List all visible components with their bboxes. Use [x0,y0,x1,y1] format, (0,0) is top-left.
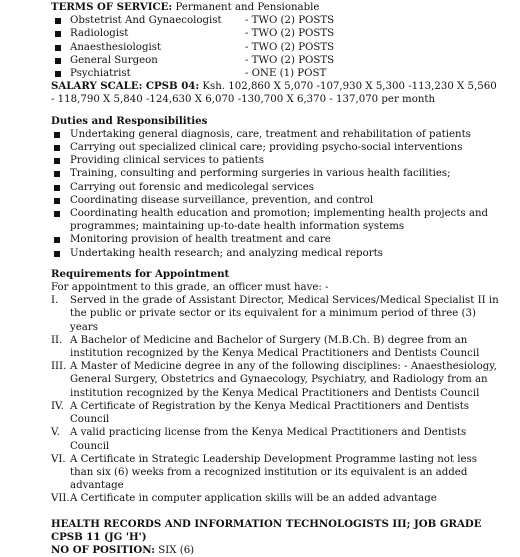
item-number: VI. [51,453,66,465]
item-number: IV. [51,400,64,412]
list-item [51,128,500,141]
item-number: V. [51,427,60,439]
post-count: - TWO (2) POSTS [245,28,335,40]
duty-text: Coordinating health education and promotion; implementing health projects and programmes; maintaining up-to-date health information systems [70,208,489,233]
bullet-square-icon [54,171,60,177]
post-role: Anaesthesiologist [70,41,162,53]
requirement-text: A Master of Medicine degree in any of the following disciplines: - Anaesthesiology, General Surgery, Obstetrics and Gynaecology, Psychiatry, and Radiology from an institution recognized by the Kenya Medical Practitioners and Dentists Council [70,361,497,399]
duties-heading: Duties and Responsibilities [51,114,208,127]
bullet-square-icon [54,211,60,217]
item-number: III. [51,361,67,373]
requirements-heading: Requirements for Appointment [51,267,230,280]
bullet-square-icon [55,31,61,37]
terms-label: TERMS OF SERVICE: [51,1,173,13]
requirement-text: A Certificate in Strategic Leadership Development Programme lasting not less than six (6) weeks from a recognized institution or its equivalent is an added advantage [70,453,477,492]
item-number: VII. [51,493,70,505]
list-item [51,181,500,194]
post-row [51,67,500,80]
bullet-square-icon [54,145,60,151]
positions-line [51,544,500,557]
post-count: - TWO (2) POSTS [245,54,335,66]
salary-label: SALARY SCALE: CPSB 04: [51,80,200,93]
positions-label: NO OF POSITION: [51,543,155,556]
posts-list [51,14,500,80]
duty-text: Providing clinical services to patients [70,155,264,167]
bullet-square-icon [54,132,60,138]
bullet-square-icon [55,71,61,77]
list-item [51,294,500,334]
salary-value: Ksh. 102,860 X 5,070 -107,930 X 5,300 -113,230 X 5,560 - 118,790 X 5,840 -124,630 X 6,070 -130,700 X 6,370 - 137,070 per month [51,81,497,106]
post-row [51,54,500,67]
requirements-list [51,294,500,505]
list-item [51,334,500,360]
list-item [51,247,500,260]
bullet-square-icon [54,251,60,257]
bullet-square-icon [54,185,60,191]
bullet-square-icon [55,58,61,64]
post-row [51,14,500,27]
post-count: - ONE (1) POST [245,68,327,80]
item-number: II. [51,334,63,346]
list-item [51,154,500,167]
requirement-text: A valid practicing license from the Kenya Medical Practitioners and Dentists Council [70,427,467,452]
bullet-square-icon [55,18,61,24]
salary-scale [51,80,500,106]
post-role: General Surgeon [70,54,158,66]
requirement-text: A Certificate in computer application skills will be an added advantage [70,493,437,505]
duty-text: Monitoring provision of health treatment and care [70,234,331,246]
requirement-text: A Certificate of Registration by the Kenya Medical Practitioners and Dentists Council [70,400,470,426]
duties-list [51,128,500,260]
list-item [51,194,500,207]
requirement-text: Served in the grade of Assistant Director, Medical Services/Medical Specialist II in the public or private sector or its equivalent for a minimum period of three (3) years [70,295,499,333]
list-item [51,453,500,493]
post-role: Psychiatrist [70,68,131,80]
requirements-intro: For appointment to this grade, an officer must have: - [51,282,329,294]
positions-value: SIX (6) [158,544,195,556]
duty-text: Training, consulting and performing surgeries in various health facilities; [70,168,451,180]
list-item [51,492,500,505]
list-item [51,207,500,233]
post-count: - TWO (2) POSTS [245,15,335,27]
duty-text: Coordinating disease surveillance, prevention, and control [70,194,374,206]
bullet-square-icon [54,198,60,204]
post-role: Obstetrist And Gynaecologist [70,15,222,27]
list-item [51,360,500,400]
post-count: - TWO (2) POSTS [245,41,335,53]
duty-text: Carrying out specialized clinical care; providing psycho-social interventions [70,142,463,154]
duty-text: Undertaking health research; and analyzing medical reports [70,247,383,259]
post-role: Radiologist [70,28,129,40]
duty-text: Carrying out forensic and medicolegal services [70,181,314,193]
requirement-text: A Bachelor of Medicine and Bachelor of Surgery (M.B.Ch. B) degree from an institution recognized by the Kenya Medical Practitioners and Dentists Council [70,334,480,360]
list-item [51,426,500,452]
post-row [51,41,500,54]
list-item [51,167,500,180]
bullet-square-icon [54,158,60,164]
bullet-square-icon [55,45,61,51]
bullet-square-icon [54,237,60,243]
next-job-title: HEALTH RECORDS AND INFORMATION TECHNOLOGISTS III; JOB GRADE CPSB 11 (JG 'H') [51,517,482,543]
terms-value: Permanent and Pensionable [175,2,320,13]
list-item [51,141,500,154]
list-item [51,233,500,246]
item-number: I. [51,295,59,307]
list-item [51,400,500,426]
post-row [51,27,500,40]
duty-text: Undertaking general diagnosis, care, treatment and rehabilitation of patients [70,128,471,140]
terms-of-service [51,1,500,14]
